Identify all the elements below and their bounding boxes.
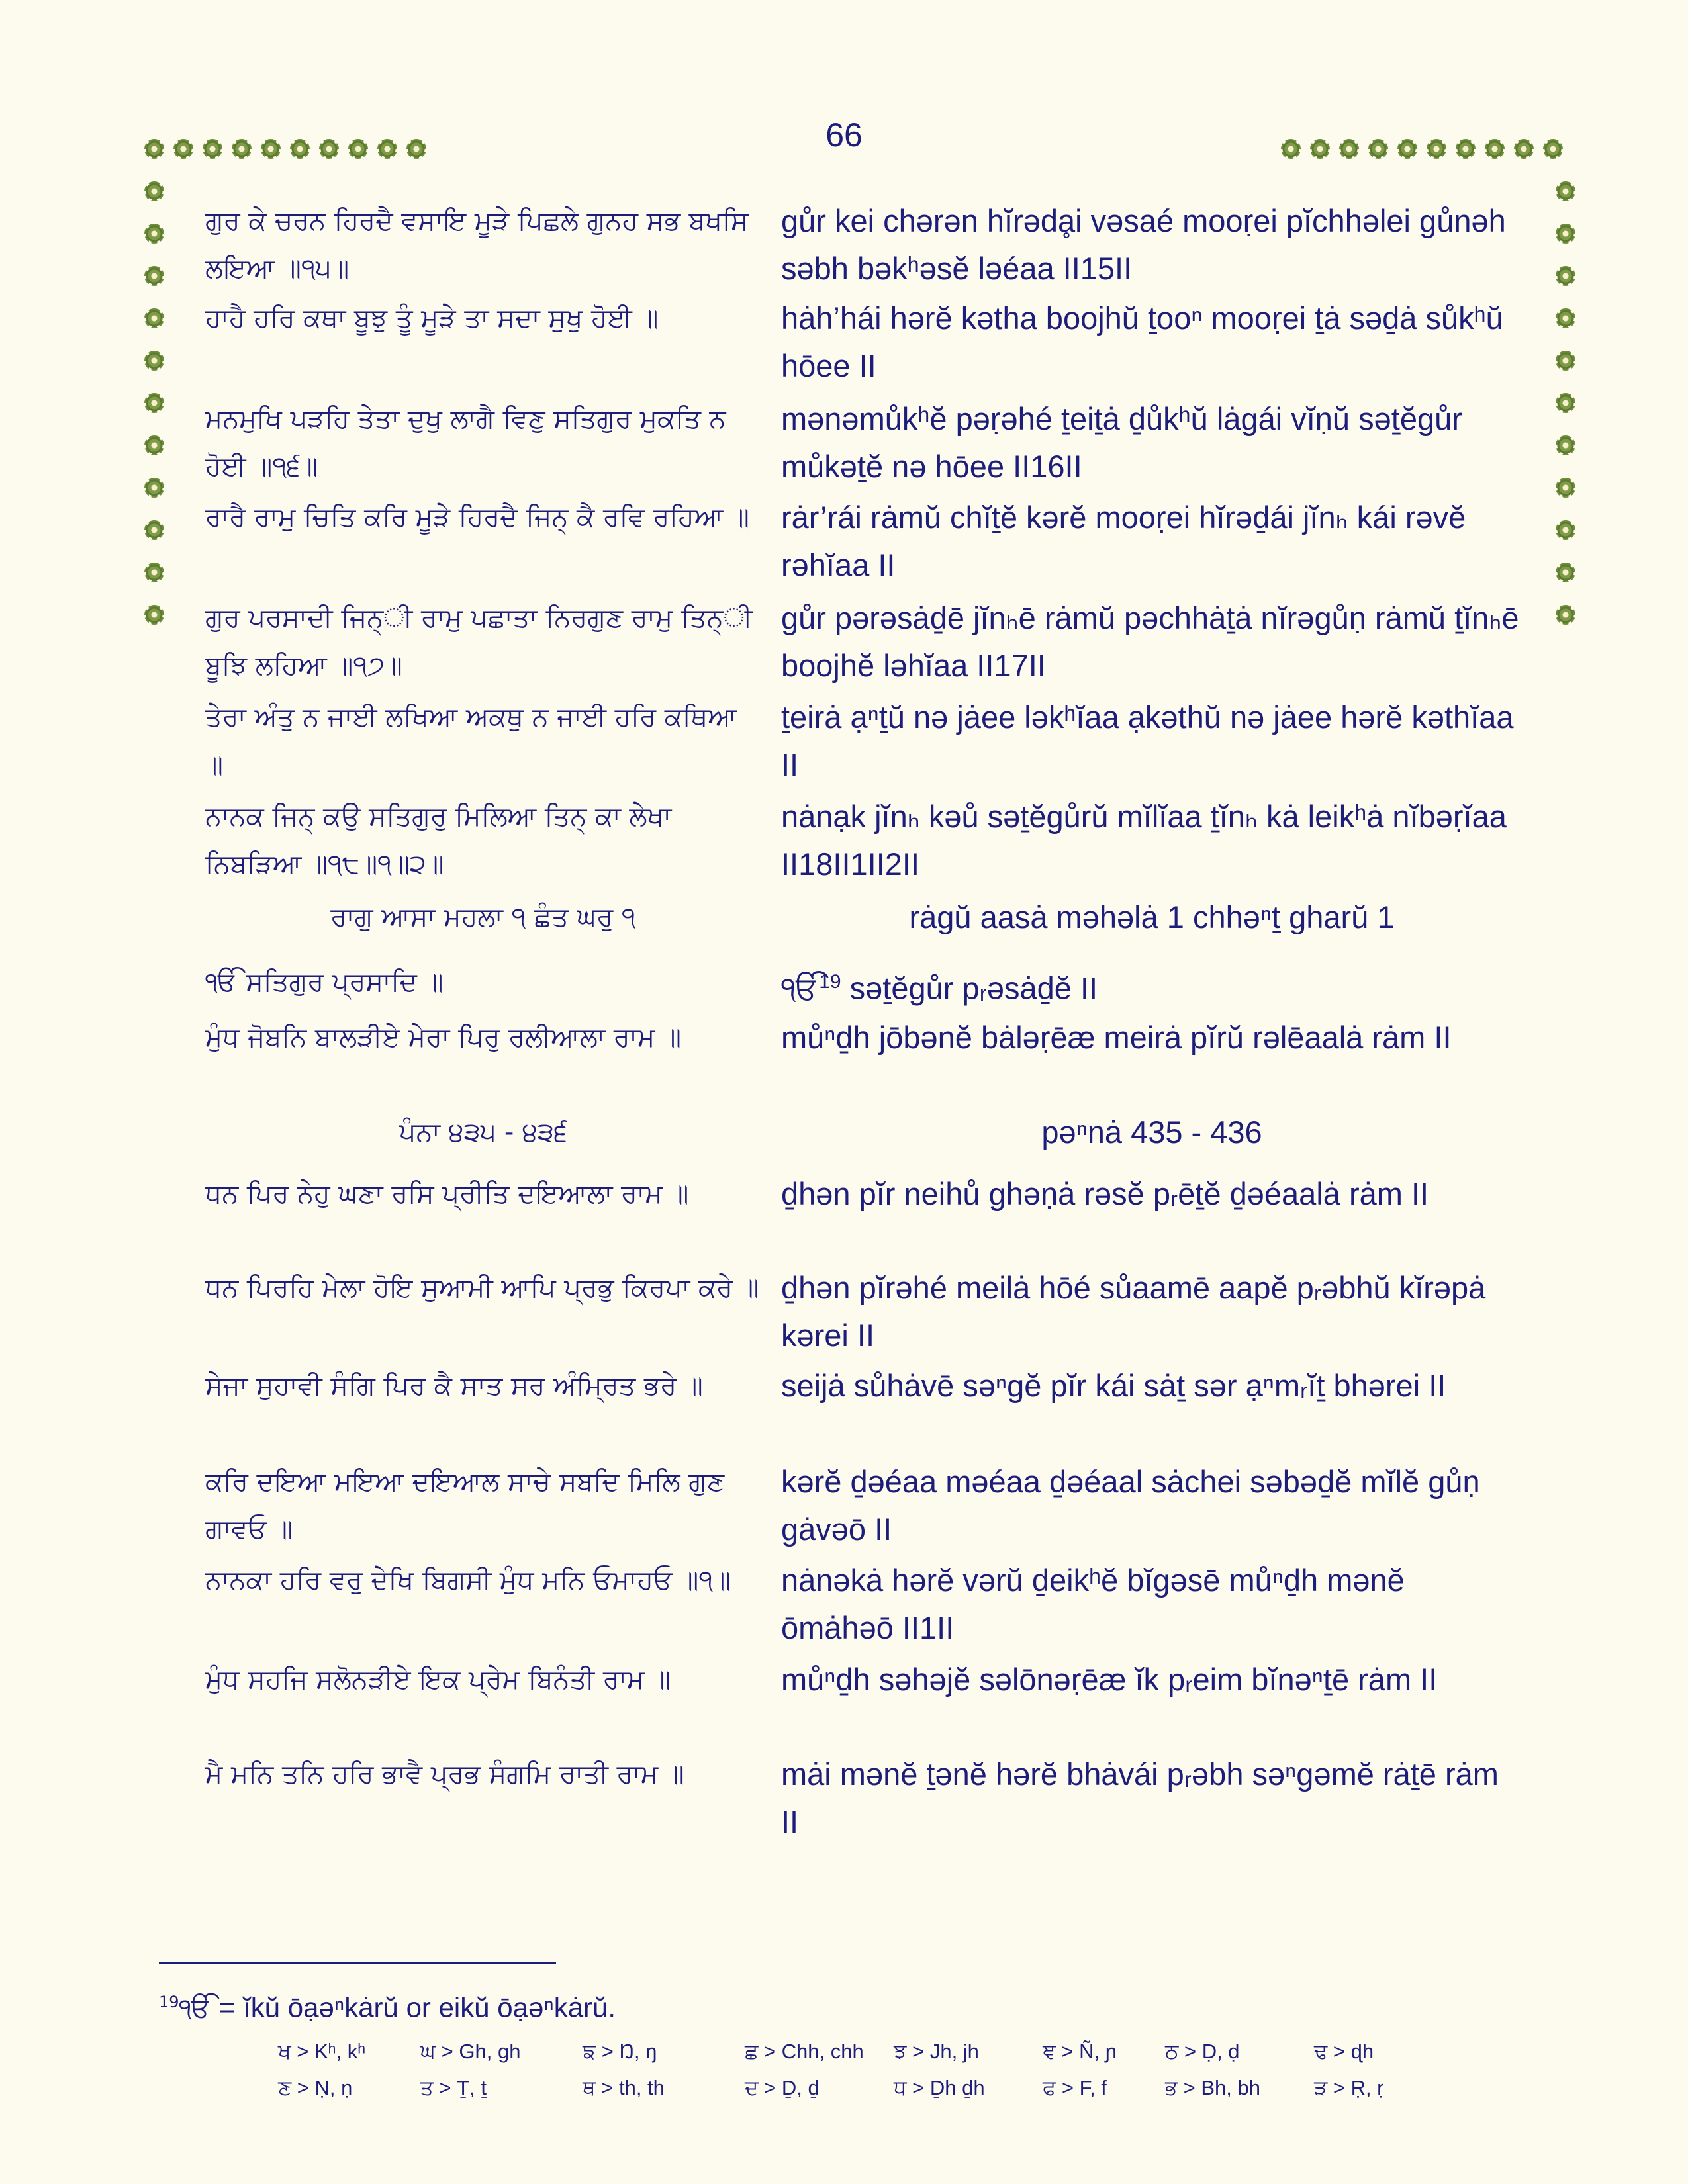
flower-ornament-icon [144,266,164,286]
transliteration-text: rȧr’rái rȧmŭ chĭṯĕ kərĕ mooṛei hĭrəḏái jĭnₕ kái rəvĕ rəhĭaa II [781,500,1466,582]
footnote-ref: 19 [819,971,841,993]
transliteration-heading: rȧgŭ aasȧ məhəlȧ 1 chhəⁿṯ gharŭ 1 [909,899,1395,934]
gurmukhi-text: ਤੇਰਾ ਅੰਤੁ ਨ ਜਾਈ ਲਖਿਆ ਅਕਥੁ ਨ ਜਾਈ ਹਰਿ ਕਥਿਆ ॥ [205,702,737,780]
flower-ornament-icon [1556,393,1575,413]
flower-ornament-icon [144,181,164,201]
gurmukhi-text: ਧਨ ਪਿਰ ਨੇਹੁ ਘਣਾ ਰਸਿ ਪ੍ਰੀਤਿ ਦਇਆਲਾ ਰਾਮ ॥ [205,1179,689,1209]
flower-ornament-icon [1556,563,1575,582]
transliteration-text: ḏhən pĭr neihů ghəṇȧ rəsĕ pᵣēṯĕ ḏəéaalȧ rȧm II [781,1176,1429,1211]
legend-entry: ਙ > Ŋ, ŋ [583,2040,657,2063]
gurmukhi-text: ਮੁੰਧ ਸਹਜਿ ਸਲੋਨੜੀਏ ਇਕ ਪ੍ਰੇਮ ਬਿਨੰਤੀ ਰਾਮ ॥ [205,1664,671,1695]
transliteration-text: nȧnạk jĭnₕ kəů səṯĕgůrŭ mĭlĭaa ṯĭnₕ kȧ leikʰȧ nĭbəṛĭaa II18II1II2II [781,799,1507,882]
flower-ornament-icon [1310,139,1330,159]
flower-ornament-icon [144,351,164,371]
page-number: 66 [825,116,863,154]
transliteration-text: ḏhən pĭrəhé meilȧ hōé sůaamē aapĕ pᵣəbhŭ kĭrəpȧ kərei II [781,1270,1486,1353]
gurmukhi-text: ਮੈ ਮਨਿ ਤਨਿ ਹਰਿ ਭਾਵੈ ਪ੍ਰਭ ਸੰਗਮਿ ਰਾਤੀ ਰਾਮ ॥ [205,1759,684,1790]
legend-entry: ਤ > Ṯ, ṯ [420,2076,487,2099]
legend-entry: ਭ > Bh, bh [1165,2076,1260,2099]
flower-ornament-icon [1339,139,1359,159]
flower-ornament-icon [1427,139,1446,159]
flower-ornament-icon [144,563,164,582]
legend-entry: ਠ > Ḍ, ḍ [1165,2040,1240,2063]
gurmukhi-text: ਨਾਨਕ ਜਿਨ੍ ਕਉ ਸਤਿਗੁਰੁ ਮਿਲਿਆ ਤਿਨ੍ ਕਾ ਲੇਖਾ ਨਿਬੜਿਆ ॥੧੮॥੧॥੨॥ [205,801,672,880]
legend-entry: ਫ > F, f [1043,2076,1107,2099]
legend-entry: ਢ > ɖh [1314,2040,1374,2063]
legend-entry: ਥ > th, th [583,2076,665,2099]
legend-entry: ਦ > Ḏ, ḏ [745,2076,820,2099]
transliteration-text: gůr kei chərən hĭrədḁi vəsaé mooṛei pĭchhəlei gůnəh səbh bəkʰəsĕ ləéaa II15II [781,203,1506,286]
transliteration-text: ṯeirȧ ạⁿṯŭ nə jȧee ləkʰĭaa ạkəthŭ nə jȧee hərĕ kəthĭaa II [781,700,1514,782]
gurmukhi-text: ੴ ਸਤਿਗੁਰ ਪ੍ਰਸਾਦਿ ॥ [205,967,444,997]
flower-ornament-icon [144,435,164,455]
transliteration-text: gůr pərəsȧḏē jĭnₕē rȧmŭ pəchhȧṯȧ nĭrəgůṇ rȧmŭ ṯĭnₕē boojhĕ ləhĭaa II17II [781,600,1519,683]
transliteration-text: hȧh’hái hərĕ kətha boojhŭ ṯooⁿ mooṛei ṯȧ səḏȧ sůkʰŭ hōee II [781,300,1503,383]
legend-entry: ਧ > Ḏh ḏh [894,2076,985,2099]
legend-entry: ਛ > Chh, chh [745,2040,864,2063]
flower-ornament-icon [144,224,164,244]
transliteration-text [781,958,1523,1013]
flower-ornament-icon [1368,139,1388,159]
legend-entry: ਖ > Kʰ, kʰ [278,2040,366,2063]
flower-ornament-icon [1556,478,1575,498]
gurmukhi-text: ਹਾਹੈ ਹਰਿ ਕਥਾ ਬੂਝੁ ਤੂੰ ਮੂੜੇ ਤਾ ਸਦਾ ਸੁਖੁ ਹੋਈ ॥ [205,303,659,334]
flower-ornament-icon [1281,139,1301,159]
transliteration-text: můⁿḏh jōbənĕ bȧləṛēæ meirȧ pĭrŭ rəlēaalȧ rȧm II [781,1020,1452,1055]
gurmukhi-heading: ਰਾਗੁ ਆਸਾ ਮਹਲਾ ੧ ਛੰਤ ਘਰੁ ੧ [330,902,636,933]
gurmukhi-text: ਮੁੰਧ ਜੋਬਨਿ ਬਾਲੜੀਏ ਮੇਰਾ ਪਿਰੁ ਰਲੀਆਲਾ ਰਾਮ ॥ [205,1023,682,1053]
flower-ornament-icon [377,139,397,159]
flower-ornament-icon [348,139,368,159]
flower-ornament-icon [1485,139,1505,159]
flower-ornament-icon [1556,224,1575,244]
gurmukhi-text: ਕਰਿ ਦਇਆ ਮਇਆ ਦਇਆਲ ਸਾਚੇ ਸਬਦਿ ਮਿਲਿ ਗੁਣ ਗਾਵਓ ॥ [205,1467,725,1545]
transliteration-text: seijȧ sůhȧvē səⁿgĕ pĭr kái sȧṯ sər ạⁿmᵣĭṯ bhərei II [781,1368,1446,1403]
legend-entry: ਞ > Ñ, ɲ [1043,2040,1117,2063]
flower-ornament-icon [290,139,310,159]
flower-ornament-icon [144,520,164,540]
gurmukhi-text: ਰਾਰੈ ਰਾਮੁ ਚਿਤਿ ਕਰਿ ਮੂੜੇ ਹਿਰਦੈ ਜਿਨ੍ ਕੈ ਰਵਿ ਰਹਿਆ ॥ [205,502,749,533]
flower-ornament-icon [1556,308,1575,328]
flower-ornament-icon [1556,266,1575,286]
flower-ornament-icon [1514,139,1534,159]
flower-ornament-icon [1556,351,1575,371]
flower-ornament-icon [144,393,164,413]
flower-ornament-icon [144,605,164,625]
flower-ornament-icon [173,139,193,159]
transliteration-rest: səṯĕgůr pᵣəsȧḏĕ II [841,970,1098,1006]
flower-ornament-icon [1556,520,1575,540]
flower-ornament-icon [144,308,164,328]
footnote-rule [159,1962,556,1964]
gurmukhi-text: ਸੇਜਾ ਸੁਹਾਵੀ ਸੰਗਿ ਪਿਰ ਕੈ ਸਾਤ ਸਰ ਅੰਮ੍ਰਿਤ ਭਰੇ ॥ [205,1371,703,1401]
transliteration-text: kərĕ ḏəéaa məéaa ḏəéaal sȧchei səbəḏĕ mĭlĕ gůṇ gȧvəō II [781,1464,1480,1547]
transliteration-text: můⁿḏh səhəjĕ səlōnəṛēæ ĭk pᵣeim bĭnəⁿṯē rȧm II [781,1662,1438,1697]
transliteration-text: nȧnəkȧ hərĕ vərŭ ḏeikʰĕ bĭgəsē můⁿḏh mənĕ ōmȧhəō II1II [781,1563,1405,1645]
flower-ornament-icon [203,139,222,159]
flower-ornament-icon [406,139,426,159]
flower-ornament-icon [319,139,339,159]
legend-entry: ਣ > Ṇ, ṇ [278,2076,353,2099]
flower-ornament-icon [1556,605,1575,625]
footnote [159,1979,616,2031]
footnote-text: = ĭkŭ ōạəⁿkȧrŭ or eikŭ ōạəⁿkȧrŭ. [211,1991,616,2023]
gurmukhi-text: ਨਾਨਕਾ ਹਰਿ ਵਰੁ ਦੇਖਿ ਬਿਗਸੀ ਮੁੰਧ ਮਨਿ ਓਮਾਹਓ ॥੧॥ [205,1565,731,1596]
gurmukhi-text: ਗੁਰ ਕੇ ਚਰਨ ਹਿਰਦੈ ਵਸਾਇ ਮੂੜੇ ਪਿਛਲੇ ਗੁਨਹ ਸਭ ਬਖਸਿ ਲਇਆ ॥੧੫॥ [205,206,749,284]
transliteration-page-ref: pəⁿnȧ 435 - 436 [1041,1115,1262,1150]
gurmukhi-text: ਗੁਰ ਪਰਸਾਦੀ ਜਿਨ੍ੀ ਰਾਮੁ ਪਛਾਤਾ ਨਿਰਗੁਣ ਰਾਮੁ ਤਿਨ੍ੀ ਬੂਝਿ ਲਹਿਆ ॥੧੭॥ [205,603,753,681]
gurmukhi-text: ਮਨਮੁਖਿ ਪੜਹਿ ਤੇਤਾ ਦੁਖੁ ਲਾਗੈ ਵਿਣੁ ਸਤਿਗੁਰ ਮੁਕਤਿ ਨ ਹੋਈ ॥੧੬॥ [205,404,726,482]
flower-ornament-icon [261,139,281,159]
gurmukhi-text: ਧਨ ਪਿਰਹਿ ਮੇਲਾ ਹੋਇ ਸੁਆਮੀ ਆਪਿ ਪ੍ਰਭੁ ਕਿਰਪਾ ਕਰੇ ॥ [205,1273,759,1303]
legend-entry: ੜ > Ṛ, ṛ [1314,2076,1384,2099]
flower-ornament-icon [1556,435,1575,455]
flower-ornament-icon [144,139,164,159]
ik-onkar-symbol: ੴ [781,970,820,1006]
flower-ornament-icon [1397,139,1417,159]
flower-ornament-icon [232,139,252,159]
transliteration-text: mȧi mənĕ ṯənĕ hərĕ bhȧvái pᵣəbh səⁿgəmĕ rȧṯē rȧm II [781,1756,1499,1839]
flower-ornament-icon [1543,139,1563,159]
flower-ornament-icon [1556,181,1575,201]
footnote-symbol: ੴ [179,1993,212,2024]
footnote-mark: 19 [159,1993,179,2011]
legend-entry: ਘ > Gh, gh [420,2040,521,2063]
flower-ornament-icon [1456,139,1476,159]
flower-ornament-icon [144,478,164,498]
gurmukhi-page-ref: ਪੰਨਾ ੪੩੫ - ੪੩੬ [399,1117,568,1148]
transliteration-text: mənəmůkʰĕ pəṛəhé ṯeiṯȧ ḏůkʰŭ lȧgái vĭṇŭ səṯĕgůr můkəṯĕ nə hōee II16II [781,401,1462,484]
legend-entry: ਝ > Jh, jh [894,2040,979,2063]
